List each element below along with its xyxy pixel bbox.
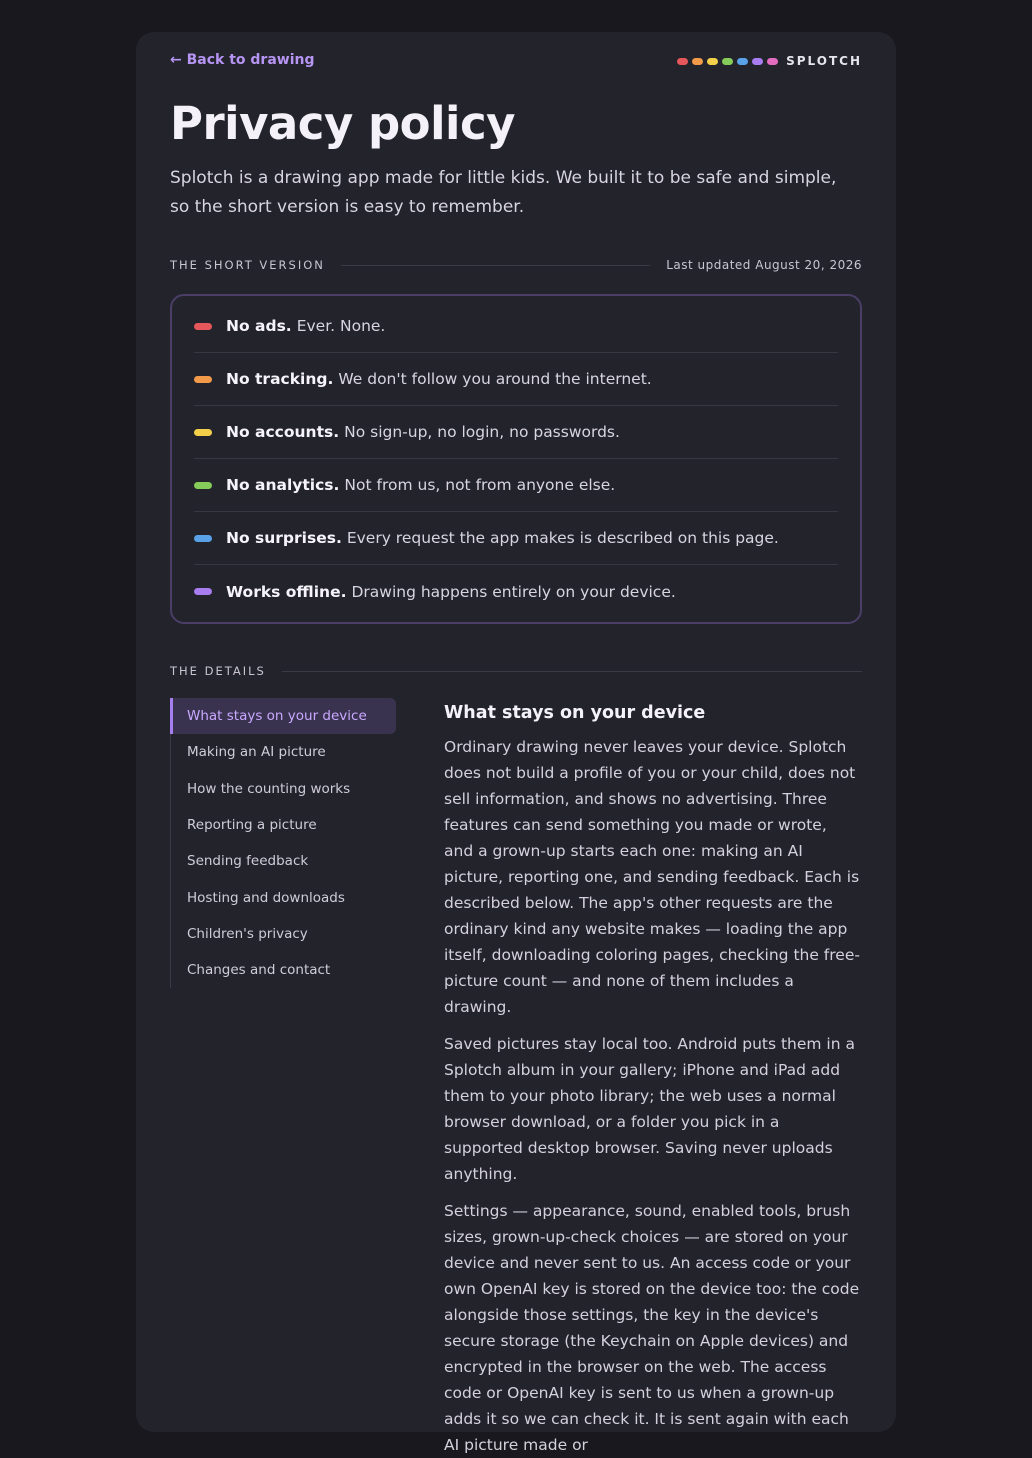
section-paragraph: Ordinary drawing never leaves your device. Splotch does not build a profile of you or your child, does not sell information, and shows no advertising. Three features can send something you made or wrote, and a grown-up starts each one: making an AI picture, reporting one, and sending feedback. Each is described below. The app's other requests are the ordinary kind any website makes — loading the app itself, downloading coloring pages, checking the free-picture count — and none of them includes a drawing. <box>444 738 860 1016</box>
summary-item-label: No surprises. <box>226 529 342 547</box>
summary-item-label: No tracking. <box>226 370 334 388</box>
summary-item-description: Drawing happens entirely on your device. <box>351 582 676 601</box>
summary-item-text <box>226 317 385 335</box>
summary-item <box>194 406 838 459</box>
toc-item[interactable]: Changes and contact <box>187 962 331 979</box>
section-content <box>444 698 860 1458</box>
color-pill-icon <box>194 535 212 542</box>
section-paragraph: Settings — appearance, sound, enabled tools, brush sizes, grown-up-check choices — are stored on your device and never sent to us. An access code or your own OpenAI key is stored on the device too: the code alongside those settings, the key in the device's secure storage (the Keychain on Apple devices) and encrypted in the browser on the web. The access code or OpenAI key is sent to us when a grown-up adds it so we can check it. It is sent again with each AI picture made or <box>444 1202 860 1454</box>
back-to-drawing-link[interactable]: ← Back to drawing <box>170 52 315 68</box>
summary-item-text <box>226 370 652 388</box>
summary-item <box>194 512 838 565</box>
divider <box>341 265 650 266</box>
last-updated: Last updated August 20, 2026 <box>666 258 862 272</box>
summary-item-text <box>226 423 620 441</box>
summary-item-description: Not from us, not from anyone else. <box>344 476 616 494</box>
details-heading: THE DETAILS <box>170 664 266 678</box>
toc-item[interactable]: What stays on your device <box>170 698 396 734</box>
summary-item-description: Every request the app makes is described on this page. <box>346 529 779 547</box>
summary-item-text <box>226 529 779 547</box>
summary-item-label: No analytics. <box>226 476 340 494</box>
table-of-contents <box>170 698 396 988</box>
brand-dot <box>737 58 748 65</box>
brand-dot <box>722 58 733 65</box>
page-title: Privacy policy <box>170 97 515 150</box>
toc-item[interactable]: Making an AI picture <box>187 744 326 761</box>
color-pill-icon <box>194 323 212 330</box>
toc-item[interactable]: Sending feedback <box>187 853 309 870</box>
details-header <box>170 664 862 678</box>
brand-dot <box>752 58 763 65</box>
summary-item-description: No sign-up, no login, no passwords. <box>344 423 620 441</box>
top-bar <box>170 32 862 90</box>
details-section <box>170 698 862 1458</box>
brand-dot <box>692 58 703 65</box>
toc-item[interactable]: Hosting and downloads <box>187 889 345 906</box>
policy-card <box>136 32 896 1454</box>
short-version-header <box>170 258 862 272</box>
toc-item[interactable]: Children's privacy <box>187 925 308 942</box>
summary-item-text <box>226 583 676 601</box>
summary-item <box>194 353 838 406</box>
summary-item <box>194 565 838 618</box>
brand-dot <box>707 58 718 65</box>
color-pill-icon <box>194 588 212 595</box>
color-pill-icon <box>194 376 212 383</box>
brand-dot <box>677 58 688 65</box>
summary-item-label: No accounts. <box>226 423 340 441</box>
color-pill-icon <box>194 429 212 436</box>
toc-item[interactable]: How the counting works <box>187 780 351 797</box>
section-title: What stays on your device <box>444 703 706 723</box>
summary-item-description: We don't follow you around the internet. <box>338 370 652 388</box>
summary-item-label: Works offline. <box>226 582 347 601</box>
short-version-heading: THE SHORT VERSION <box>170 258 325 272</box>
summary-item-description: Ever. None. <box>296 317 386 335</box>
brand <box>677 54 862 68</box>
summary-item-label: No ads. <box>226 317 292 335</box>
summary-item <box>194 459 838 512</box>
summary-item <box>194 300 838 353</box>
brand-dots-logo <box>677 58 778 65</box>
color-pill-icon <box>194 482 212 489</box>
brand-dot <box>767 58 778 65</box>
divider <box>282 671 862 672</box>
toc-item[interactable]: Reporting a picture <box>187 817 317 834</box>
brand-name: SPLOTCH <box>786 54 862 68</box>
section-paragraph: Saved pictures stay local too. Android puts them in a Splotch album in your gallery; iPhone and iPad add them to your photo library; the web uses a normal browser download, or a folder you pick in a supported desktop browser. Saving never uploads anything. <box>444 1035 855 1183</box>
short-version-list <box>170 294 862 624</box>
summary-item-text <box>226 476 615 494</box>
intro-text: Splotch is a drawing app made for little kids. We built it to be safe and simple, so the short version is easy to remember. <box>170 168 837 217</box>
